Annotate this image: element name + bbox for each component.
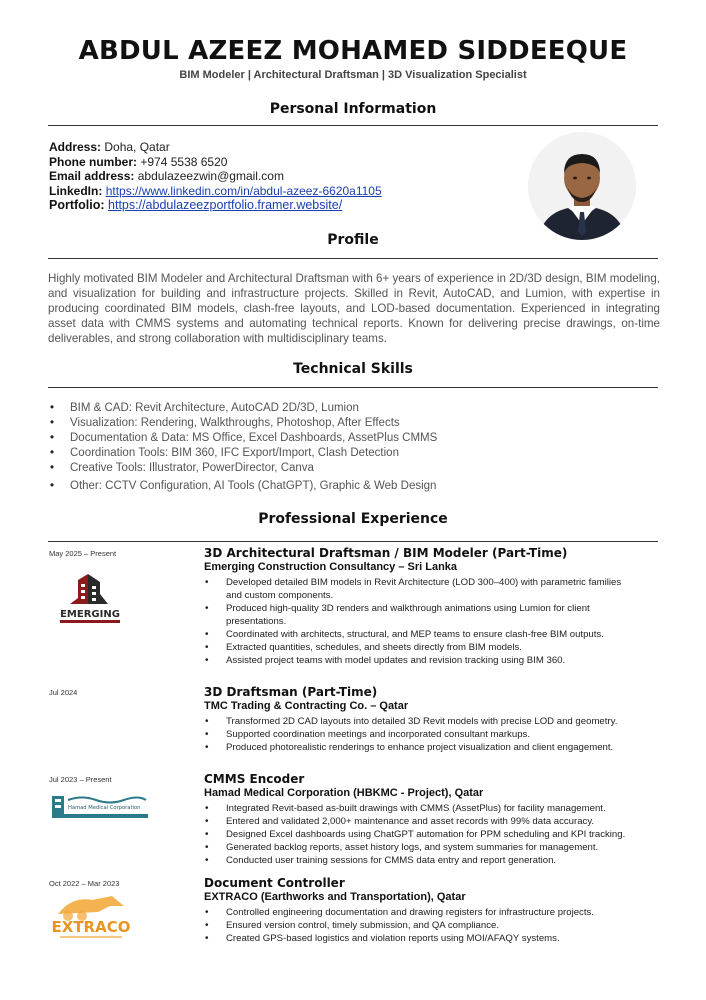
email-value: abdulazeezwin@gmail.com <box>137 169 284 183</box>
skill-item: • BIM & CAD: Revit Architecture, AutoCAD 2D/3D, Lumion <box>48 401 648 416</box>
email-label: Email address: <box>49 169 135 183</box>
section-title-skills: Technical Skills <box>293 361 413 377</box>
linkedin-row <box>49 184 382 199</box>
linkedin-link[interactable]: https://www.linkedin.com/in/abdul-azeez-6620a1105 <box>105 183 382 198</box>
bullet-item: • Conducted user training sessions for CMMS data entry and report generation. <box>204 854 634 867</box>
company-name: EXTRACO (Earthworks and Transportation), Qatar <box>204 891 466 903</box>
job-title: 3D Draftsman (Part-Time) <box>204 685 378 699</box>
profile-photo <box>528 132 636 240</box>
emerging-logo-text: EMERGING <box>60 609 120 620</box>
bullet-item: • Controlled engineering documentation and drawing registers for infrastructure projects. <box>204 906 634 919</box>
hmc-logo-text: Hamad Medical Corporation <box>68 805 141 811</box>
skill-item: • Other: CCTV Configuration, AI Tools (ChatGPT), Graphic & Web Design <box>48 479 648 494</box>
job-title: CMMS Encoder <box>204 772 305 786</box>
skill-item: • Documentation & Data: MS Office, Excel Dashboards, AssetPlus CMMS <box>48 431 648 446</box>
experience-date: May 2025 – Present <box>49 549 117 558</box>
extraco-logo <box>52 892 130 949</box>
portfolio-label: Portfolio: <box>49 198 105 212</box>
skill-item: • Creative Tools: Illustrator, PowerDirector, Canva <box>48 461 648 476</box>
company-name: Emerging Construction Consultancy – Sri Lanka <box>204 561 458 573</box>
candidate-name: ABDUL AZEEZ MOHAMED SIDDEEQUE <box>78 36 628 66</box>
bullet-item: • Extracted quantities, schedules, and sheets directly from BIM models. <box>204 641 634 654</box>
section-divider <box>48 125 658 126</box>
hmc-logo <box>52 794 148 825</box>
bullet-item: • Created GPS-based logistics and violation reports using MOI/AFAQY systems. <box>204 932 634 945</box>
address-row <box>49 140 382 155</box>
address-label: Address: <box>49 140 102 154</box>
job-bullets <box>204 576 634 667</box>
job-bullets <box>204 802 634 867</box>
section-divider <box>48 541 658 542</box>
experience-date: Jul 2023 – Present <box>49 775 112 784</box>
bullet-item: • Produced high-quality 3D renders and walkthrough animations using Lumion for client presentations. <box>204 602 634 628</box>
section-title-profile: Profile <box>327 232 379 248</box>
company-name: TMC Trading & Contracting Co. – Qatar <box>204 700 409 712</box>
job-title: Document Controller <box>204 876 345 890</box>
skill-item: • Coordination Tools: BIM 360, IFC Export/Import, Clash Detection <box>48 446 648 461</box>
job-title: 3D Architectural Draftsman / BIM Modeler (Part-Time) <box>204 546 568 560</box>
bullet-item: • Entered and validated 2,000+ maintenance and asset records with 99% data accuracy. <box>204 815 634 828</box>
bullet-item: • Generated backlog reports, asset history logs, and system summaries for management. <box>204 841 634 854</box>
bullet-item: • Produced photorealistic renderings to enhance project visualization and client engagement. <box>204 741 634 754</box>
bullet-item: • Designed Excel dashboards using ChatGPT automation for PPM scheduling and KPI tracking. <box>204 828 634 841</box>
job-bullets <box>204 906 634 945</box>
personal-info <box>49 140 382 213</box>
address-value: Doha, Qatar <box>104 140 170 154</box>
section-title-experience: Professional Experience <box>258 511 448 527</box>
bullet-item: • Integrated Revit-based as-built drawings with CMMS (AssetPlus) for facility management. <box>204 802 634 815</box>
phone-row <box>49 155 382 170</box>
emerging-logo <box>52 564 128 639</box>
linkedin-label: LinkedIn: <box>49 183 103 198</box>
experience-date: Jul 2024 <box>49 688 78 697</box>
bullet-item: • Coordinated with architects, structural, and MEP teams to ensure clash-free BIM outputs. <box>204 628 634 641</box>
bullet-item: • Assisted project teams with model updates and revision tracking using BIM 360. <box>204 654 634 667</box>
skill-item: • Visualization: Rendering, Walkthroughs, Photoshop, After Effects <box>48 416 648 431</box>
section-divider <box>48 258 658 259</box>
bullet-item: • Ensured version control, timely submission, and QA compliance. <box>204 919 634 932</box>
extraco-logo-text: EXTRACO <box>52 918 130 936</box>
email-row <box>49 169 382 184</box>
candidate-subtitle: BIM Modeler | Architectural Draftsman | 3D Visualization Specialist <box>179 69 527 81</box>
company-name: Hamad Medical Corporation (HBKMC - Project), Qatar <box>204 787 484 799</box>
profile-paragraph: Highly motivated BIM Modeler and Architectural Draftsman with 6+ years of experience in 2D/3D design, BIM modeling, and visualization for building and infrastructure projects. Skilled in Revit, AutoCAD, and Lumion, with expertise in producing coordinated BIM models, clash-free layouts, and LOD-based documentation. Experienced in integrating asset data with CMMS systems and automating technical reports. Known for delivering precise drawings, on-time deliverables, and strong collaboration with multidisciplinary teams. <box>48 272 660 345</box>
bullet-item: • Supported coordination meetings and incorporated consultant markups. <box>204 728 634 741</box>
phone-value: +974 5538 6520 <box>140 154 228 169</box>
bullet-item: • Developed detailed BIM models in Revit Architecture (LOD 300–400) with parametric families and custom components. <box>204 576 634 602</box>
skills-list <box>48 401 648 494</box>
bullet-item: • Transformed 2D CAD layouts into detailed 3D Revit models with precise LOD and geometry. <box>204 715 634 728</box>
section-title-personal: Personal Information <box>269 101 437 117</box>
phone-label: Phone number: <box>49 154 138 169</box>
portfolio-link[interactable]: https://abdulazeezportfolio.framer.website/ <box>108 198 343 212</box>
experience-date: Oct 2022 – Mar 2023 <box>49 879 120 888</box>
section-divider <box>48 387 658 388</box>
portfolio-row <box>49 198 382 213</box>
job-bullets <box>204 715 634 754</box>
